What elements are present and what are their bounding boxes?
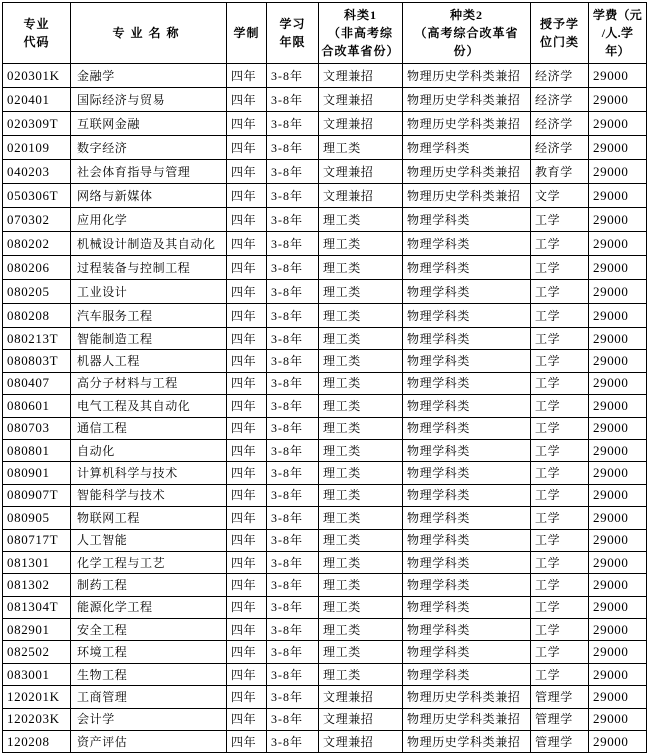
cell-category1: 理工类: [319, 619, 403, 641]
table-row: [3, 232, 647, 256]
table-row: [3, 256, 647, 280]
cell-name: 制药工程: [71, 574, 227, 596]
cell-code: 080901: [3, 462, 71, 484]
table-row: [3, 574, 647, 596]
cell-degree: 工学: [531, 439, 589, 461]
table-row: [3, 184, 647, 208]
cell-degree: 工学: [531, 328, 589, 350]
cell-duration: 四年: [227, 395, 267, 417]
cell-name: 会计学: [71, 708, 227, 730]
cell-duration: 四年: [227, 64, 267, 88]
table-row: [3, 529, 647, 551]
cell-category1: 理工类: [319, 208, 403, 232]
cell-category1: 理工类: [319, 439, 403, 461]
cell-duration: 四年: [227, 160, 267, 184]
cell-category2: 物理历史学科类兼招: [403, 160, 531, 184]
cell-name: 工业设计: [71, 280, 227, 304]
cell-duration: 四年: [227, 708, 267, 730]
table-row: [3, 328, 647, 350]
cell-name: 机器人工程: [71, 350, 227, 372]
header-code: [3, 3, 71, 64]
cell-name: 高分子材料与工程: [71, 372, 227, 394]
cell-degree: 工学: [531, 304, 589, 328]
cell-category2: 物理学科类: [403, 439, 531, 461]
cell-years: 3-8年: [267, 160, 319, 184]
cell-category2: 物理历史学科类兼招: [403, 112, 531, 136]
header-fee-line: 年）: [605, 44, 630, 58]
cell-category1: 理工类: [319, 596, 403, 618]
cell-category2: 物理学科类: [403, 641, 531, 663]
cell-category2: 物理学科类: [403, 619, 531, 641]
cell-duration: 四年: [227, 184, 267, 208]
cell-duration: 四年: [227, 328, 267, 350]
cell-duration: 四年: [227, 280, 267, 304]
table-row: [3, 280, 647, 304]
cell-category2: 物理历史学科类兼招: [403, 731, 531, 753]
cell-duration: 四年: [227, 136, 267, 160]
cell-duration: 四年: [227, 208, 267, 232]
cell-degree: 工学: [531, 256, 589, 280]
cell-years: 3-8年: [267, 395, 319, 417]
cell-code: 020401: [3, 88, 71, 112]
cell-category1: 理工类: [319, 372, 403, 394]
cell-name: 环境工程: [71, 641, 227, 663]
cell-years: 3-8年: [267, 462, 319, 484]
header-duration-line: 学制: [233, 26, 260, 40]
cell-degree: 文学: [531, 184, 589, 208]
cell-duration: 四年: [227, 641, 267, 663]
table-row: [3, 112, 647, 136]
cell-code: 120201K: [3, 686, 71, 708]
cell-category2: 物理学科类: [403, 395, 531, 417]
cell-fee: 29000: [589, 439, 647, 461]
cell-code: 120208: [3, 731, 71, 753]
cell-degree: 工学: [531, 280, 589, 304]
cell-fee: 29000: [589, 529, 647, 551]
cell-code: 080717T: [3, 529, 71, 551]
cell-duration: 四年: [227, 663, 267, 685]
cell-name: 自动化: [71, 439, 227, 461]
cell-category1: 文理兼招: [319, 184, 403, 208]
cell-duration: 四年: [227, 232, 267, 256]
cell-degree: 工学: [531, 208, 589, 232]
cell-degree: 管理学: [531, 686, 589, 708]
header-name-line: 专业名称: [112, 26, 185, 40]
cell-category2: 物理学科类: [403, 529, 531, 551]
cell-category1: 理工类: [319, 529, 403, 551]
cell-degree: 工学: [531, 484, 589, 506]
cell-degree: 经济学: [531, 136, 589, 160]
table-row: [3, 304, 647, 328]
cell-category2: 物理学科类: [403, 256, 531, 280]
table-row: [3, 663, 647, 685]
table-row: [3, 395, 647, 417]
cell-name: 智能制造工程: [71, 328, 227, 350]
cell-category1: 文理兼招: [319, 731, 403, 753]
table-row: [3, 551, 647, 573]
cell-fee: 29000: [589, 208, 647, 232]
header-degree-line: 授予学: [539, 17, 579, 31]
header-category2-line: （高考综合改革省: [414, 26, 519, 40]
cell-category1: 理工类: [319, 395, 403, 417]
cell-category2: 物理学科类: [403, 484, 531, 506]
table-row: [3, 160, 647, 184]
header-category1-line: （非高考综: [327, 26, 393, 40]
table-row: [3, 619, 647, 641]
header-name: [71, 3, 227, 64]
cell-name: 资产评估: [71, 731, 227, 753]
cell-name: 应用化学: [71, 208, 227, 232]
cell-name: 数字经济: [71, 136, 227, 160]
table-body: [3, 64, 647, 753]
cell-name: 社会体育指导与管理: [71, 160, 227, 184]
cell-code: 080801: [3, 439, 71, 461]
cell-category1: 理工类: [319, 507, 403, 529]
cell-duration: 四年: [227, 88, 267, 112]
cell-years: 3-8年: [267, 350, 319, 372]
cell-code: 120203K: [3, 708, 71, 730]
header-code-line: 专业: [23, 17, 50, 31]
cell-years: 3-8年: [267, 708, 319, 730]
cell-category2: 物理历史学科类兼招: [403, 686, 531, 708]
cell-category2: 物理学科类: [403, 507, 531, 529]
cell-code: 080905: [3, 507, 71, 529]
cell-degree: 经济学: [531, 64, 589, 88]
cell-code: 080202: [3, 232, 71, 256]
cell-degree: 工学: [531, 529, 589, 551]
cell-degree: 工学: [531, 574, 589, 596]
header-category1-line: 科类1: [343, 8, 377, 22]
cell-degree: 工学: [531, 663, 589, 685]
header-degree: [531, 3, 589, 64]
cell-category2: 物理学科类: [403, 208, 531, 232]
cell-code: 081302: [3, 574, 71, 596]
cell-duration: 四年: [227, 551, 267, 573]
cell-fee: 29000: [589, 350, 647, 372]
cell-name: 人工智能: [71, 529, 227, 551]
cell-name: 过程装备与控制工程: [71, 256, 227, 280]
cell-years: 3-8年: [267, 439, 319, 461]
cell-category2: 物理学科类: [403, 372, 531, 394]
cell-years: 3-8年: [267, 256, 319, 280]
cell-years: 3-8年: [267, 88, 319, 112]
cell-fee: 29000: [589, 64, 647, 88]
cell-fee: 29000: [589, 708, 647, 730]
cell-name: 通信工程: [71, 417, 227, 439]
table-row: [3, 208, 647, 232]
header-category2-line: 种类2: [449, 8, 483, 22]
header-code-line: 代码: [23, 35, 50, 49]
cell-fee: 29000: [589, 462, 647, 484]
cell-name: 智能科学与技术: [71, 484, 227, 506]
cell-category1: 理工类: [319, 280, 403, 304]
cell-fee: 29000: [589, 507, 647, 529]
cell-years: 3-8年: [267, 372, 319, 394]
cell-years: 3-8年: [267, 232, 319, 256]
cell-category2: 物理历史学科类兼招: [403, 708, 531, 730]
cell-code: 080206: [3, 256, 71, 280]
header-category2-line: 份）: [453, 44, 480, 58]
cell-name: 生物工程: [71, 663, 227, 685]
cell-degree: 管理学: [531, 731, 589, 753]
cell-category2: 物理历史学科类兼招: [403, 88, 531, 112]
cell-duration: 四年: [227, 417, 267, 439]
cell-code: 082901: [3, 619, 71, 641]
cell-fee: 29000: [589, 256, 647, 280]
cell-fee: 29000: [589, 232, 647, 256]
cell-category2: 物理学科类: [403, 232, 531, 256]
cell-duration: 四年: [227, 574, 267, 596]
cell-duration: 四年: [227, 731, 267, 753]
table-row: [3, 88, 647, 112]
cell-fee: 29000: [589, 395, 647, 417]
cell-category1: 理工类: [319, 304, 403, 328]
cell-duration: 四年: [227, 529, 267, 551]
cell-years: 3-8年: [267, 184, 319, 208]
cell-code: 080208: [3, 304, 71, 328]
cell-duration: 四年: [227, 304, 267, 328]
cell-fee: 29000: [589, 731, 647, 753]
cell-years: 3-8年: [267, 551, 319, 573]
cell-name: 计算机科学与技术: [71, 462, 227, 484]
header-fee-line: 学费（元: [592, 8, 643, 22]
header-fee-line: /人.学: [601, 26, 634, 40]
table-row: [3, 731, 647, 753]
cell-code: 080907T: [3, 484, 71, 506]
cell-code: 081304T: [3, 596, 71, 618]
cell-category2: 物理学科类: [403, 462, 531, 484]
header-years-line: 年限: [279, 35, 306, 49]
cell-name: 安全工程: [71, 619, 227, 641]
cell-name: 金融学: [71, 64, 227, 88]
cell-category1: 理工类: [319, 663, 403, 685]
cell-category2: 物理学科类: [403, 136, 531, 160]
cell-degree: 工学: [531, 417, 589, 439]
cell-fee: 29000: [589, 551, 647, 573]
cell-years: 3-8年: [267, 574, 319, 596]
cell-years: 3-8年: [267, 484, 319, 506]
cell-code: 080601: [3, 395, 71, 417]
cell-years: 3-8年: [267, 731, 319, 753]
cell-duration: 四年: [227, 596, 267, 618]
cell-fee: 29000: [589, 596, 647, 618]
cell-degree: 工学: [531, 596, 589, 618]
cell-code: 020301K: [3, 64, 71, 88]
cell-fee: 29000: [589, 619, 647, 641]
cell-degree: 工学: [531, 462, 589, 484]
cell-category1: 理工类: [319, 232, 403, 256]
header-duration: [227, 3, 267, 64]
cell-duration: 四年: [227, 462, 267, 484]
cell-category2: 物理学科类: [403, 328, 531, 350]
cell-category2: 物理学科类: [403, 417, 531, 439]
cell-category1: 文理兼招: [319, 160, 403, 184]
table-row: [3, 64, 647, 88]
cell-category2: 物理学科类: [403, 596, 531, 618]
cell-fee: 29000: [589, 304, 647, 328]
cell-fee: 29000: [589, 280, 647, 304]
cell-fee: 29000: [589, 372, 647, 394]
table-row: [3, 641, 647, 663]
cell-category2: 物理学科类: [403, 663, 531, 685]
cell-fee: 29000: [589, 641, 647, 663]
cell-duration: 四年: [227, 372, 267, 394]
cell-name: 工商管理: [71, 686, 227, 708]
cell-category1: 文理兼招: [319, 64, 403, 88]
cell-years: 3-8年: [267, 596, 319, 618]
cell-name: 能源化学工程: [71, 596, 227, 618]
cell-years: 3-8年: [267, 136, 319, 160]
table-row: [3, 596, 647, 618]
cell-code: 080213T: [3, 328, 71, 350]
header-years: [267, 3, 319, 64]
header-row: [3, 3, 647, 64]
cell-name: 电气工程及其自动化: [71, 395, 227, 417]
cell-duration: 四年: [227, 256, 267, 280]
cell-years: 3-8年: [267, 328, 319, 350]
cell-category1: 文理兼招: [319, 88, 403, 112]
cell-degree: 经济学: [531, 112, 589, 136]
cell-degree: 经济学: [531, 88, 589, 112]
cell-code: 070302: [3, 208, 71, 232]
cell-fee: 29000: [589, 88, 647, 112]
cell-duration: 四年: [227, 350, 267, 372]
cell-category2: 物理学科类: [403, 304, 531, 328]
cell-years: 3-8年: [267, 529, 319, 551]
cell-category1: 理工类: [319, 417, 403, 439]
cell-category1: 文理兼招: [319, 708, 403, 730]
cell-code: 080803T: [3, 350, 71, 372]
cell-degree: 管理学: [531, 708, 589, 730]
cell-years: 3-8年: [267, 619, 319, 641]
cell-years: 3-8年: [267, 64, 319, 88]
cell-duration: 四年: [227, 507, 267, 529]
cell-name: 网络与新媒体: [71, 184, 227, 208]
table-row: [3, 484, 647, 506]
cell-category2: 物理历史学科类兼招: [403, 184, 531, 208]
cell-degree: 工学: [531, 232, 589, 256]
cell-fee: 29000: [589, 484, 647, 506]
cell-category1: 理工类: [319, 462, 403, 484]
cell-category1: 理工类: [319, 328, 403, 350]
majors-table: [2, 2, 647, 753]
table-row: [3, 372, 647, 394]
cell-name: 机械设计制造及其自动化: [71, 232, 227, 256]
cell-degree: 教育学: [531, 160, 589, 184]
header-degree-line: 位门类: [539, 35, 579, 49]
header-fee: [589, 3, 647, 64]
cell-fee: 29000: [589, 686, 647, 708]
cell-fee: 29000: [589, 112, 647, 136]
cell-duration: 四年: [227, 112, 267, 136]
cell-degree: 工学: [531, 551, 589, 573]
cell-category2: 物理学科类: [403, 280, 531, 304]
cell-fee: 29000: [589, 417, 647, 439]
cell-years: 3-8年: [267, 304, 319, 328]
cell-code: 082502: [3, 641, 71, 663]
cell-code: 020109: [3, 136, 71, 160]
cell-duration: 四年: [227, 686, 267, 708]
table-row: [3, 686, 647, 708]
cell-code: 040203: [3, 160, 71, 184]
table-row: [3, 708, 647, 730]
header-years-line: 学习: [279, 17, 306, 31]
cell-years: 3-8年: [267, 663, 319, 685]
cell-category2: 物理历史学科类兼招: [403, 64, 531, 88]
cell-years: 3-8年: [267, 280, 319, 304]
cell-code: 050306T: [3, 184, 71, 208]
header-category1-line: 合改革省份）: [321, 44, 400, 58]
cell-degree: 工学: [531, 641, 589, 663]
cell-duration: 四年: [227, 619, 267, 641]
cell-years: 3-8年: [267, 112, 319, 136]
cell-name: 化学工程与工艺: [71, 551, 227, 573]
cell-category1: 理工类: [319, 350, 403, 372]
cell-code: 020309T: [3, 112, 71, 136]
cell-name: 互联网金融: [71, 112, 227, 136]
cell-fee: 29000: [589, 160, 647, 184]
cell-degree: 工学: [531, 507, 589, 529]
cell-degree: 工学: [531, 619, 589, 641]
cell-category1: 理工类: [319, 256, 403, 280]
cell-code: 080205: [3, 280, 71, 304]
cell-duration: 四年: [227, 439, 267, 461]
cell-category2: 物理学科类: [403, 574, 531, 596]
cell-years: 3-8年: [267, 641, 319, 663]
cell-fee: 29000: [589, 574, 647, 596]
cell-duration: 四年: [227, 484, 267, 506]
cell-fee: 29000: [589, 184, 647, 208]
cell-category1: 理工类: [319, 136, 403, 160]
table-row: [3, 507, 647, 529]
table-row: [3, 439, 647, 461]
cell-degree: 工学: [531, 395, 589, 417]
cell-years: 3-8年: [267, 208, 319, 232]
cell-category2: 物理学科类: [403, 551, 531, 573]
cell-code: 083001: [3, 663, 71, 685]
cell-fee: 29000: [589, 136, 647, 160]
cell-code: 081301: [3, 551, 71, 573]
cell-code: 080703: [3, 417, 71, 439]
cell-fee: 29000: [589, 328, 647, 350]
table-row: [3, 350, 647, 372]
cell-name: 物联网工程: [71, 507, 227, 529]
cell-years: 3-8年: [267, 417, 319, 439]
cell-category1: 文理兼招: [319, 686, 403, 708]
cell-category1: 文理兼招: [319, 112, 403, 136]
cell-category1: 理工类: [319, 484, 403, 506]
cell-category1: 理工类: [319, 574, 403, 596]
table-row: [3, 417, 647, 439]
cell-category1: 理工类: [319, 641, 403, 663]
cell-name: 国际经济与贸易: [71, 88, 227, 112]
header-category2: [403, 3, 531, 64]
cell-years: 3-8年: [267, 507, 319, 529]
table-row: [3, 462, 647, 484]
cell-category2: 物理学科类: [403, 350, 531, 372]
cell-code: 080407: [3, 372, 71, 394]
table-row: [3, 136, 647, 160]
cell-degree: 工学: [531, 372, 589, 394]
cell-fee: 29000: [589, 663, 647, 685]
header-category1: [319, 3, 403, 64]
cell-years: 3-8年: [267, 686, 319, 708]
cell-name: 汽车服务工程: [71, 304, 227, 328]
cell-category1: 理工类: [319, 551, 403, 573]
cell-degree: 工学: [531, 350, 589, 372]
